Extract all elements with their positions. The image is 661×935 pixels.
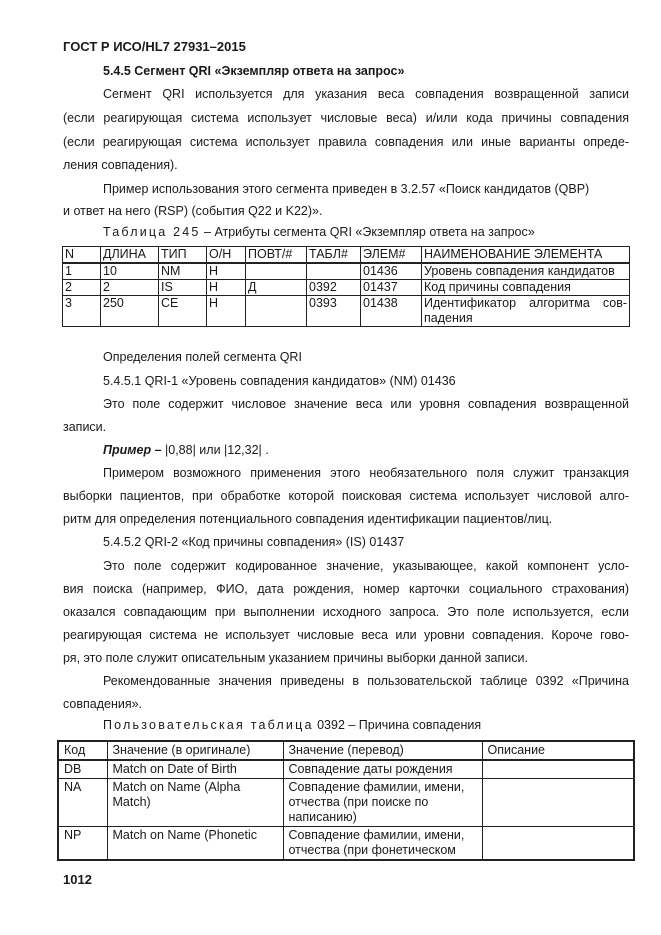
table-caption-prefix: Таблица 245	[103, 225, 201, 239]
column-header: N	[63, 247, 101, 264]
table-cell: 250	[101, 296, 159, 327]
table-row	[63, 296, 630, 327]
paragraph-line: Рекомендованные значения приведены в пользовательской таблице 0392 «Причина	[103, 674, 629, 688]
table-cell: NA	[58, 779, 107, 827]
table-cell: 0392	[307, 280, 361, 296]
table-cell	[482, 827, 634, 861]
segment-attributes-table	[62, 246, 630, 327]
table-cell	[482, 760, 634, 779]
page-number: 1012	[63, 872, 92, 887]
user-table-caption-text: 0392 – Причина совпадения	[313, 718, 482, 732]
user-table-caption	[103, 718, 481, 732]
table-cell: NM	[159, 263, 207, 280]
column-header: ДЛИНА	[101, 247, 159, 264]
table-cell	[246, 263, 307, 280]
table-cell: Совпадение фамилии, имени, отчества (при поиске по написанию)	[283, 779, 482, 827]
table-cell: 2	[63, 280, 101, 296]
table-cell: 2	[101, 280, 159, 296]
table-cell: 01436	[361, 263, 422, 280]
table-cell: Совпадение фамилии, имени, отчества (при фонетическом	[283, 827, 482, 861]
table-cell: Код причины совпадения	[422, 280, 630, 296]
column-header: ТАБЛ#	[307, 247, 361, 264]
table-cell: Match on Name (Alpha Match)	[107, 779, 283, 827]
paragraph-line: оказался совпадающим при выполнении исходного запроса. Это поле используется, если	[63, 605, 629, 619]
example-value: |0,88| или |12,32| .	[161, 443, 269, 457]
column-header: Значение (перевод)	[283, 741, 482, 760]
paragraph-line: ритм для определения потенциального совпадения идентификации пациентов/лиц.	[63, 512, 553, 526]
paragraph-line: и ответ на него (RSP) (события Q22 и K22)».	[63, 204, 323, 218]
paragraph-line: (если реагирующая система использует числовые веса) и/или кода причины совпадения	[63, 111, 629, 125]
table-cell	[307, 263, 361, 280]
example-line	[103, 442, 629, 458]
column-header: ПОВТ/#	[246, 247, 307, 264]
table-row	[63, 263, 630, 280]
table-cell: Н	[207, 296, 246, 327]
column-header: ЭЛЕМ#	[361, 247, 422, 264]
section-title: 5.4.5 Сегмент QRI «Экземпляр ответа на запрос»	[103, 64, 405, 78]
table-cell: Совпадение даты рождения	[283, 760, 482, 779]
paragraph-line: совпадения».	[63, 697, 143, 711]
table-cell: Match on Date of Birth	[107, 760, 283, 779]
column-header: Описание	[482, 741, 634, 760]
paragraph-line: Это поле содержит числовое значение веса или уровня совпадения возвращенной	[103, 397, 629, 411]
table-cell: Match on Name (Phonetic	[107, 827, 283, 861]
match-reason-table	[57, 740, 635, 861]
table-cell: 0393	[307, 296, 361, 327]
paragraph-line: Это поле содержит кодированное значение, указывающее, какой компонент усло-	[103, 559, 629, 573]
table-cell: 3	[63, 296, 101, 327]
table-cell: Н	[207, 263, 246, 280]
cell-line: падения	[424, 311, 473, 325]
table-caption	[103, 225, 535, 239]
paragraph-line: ления совпадения).	[63, 158, 178, 172]
table-cell: 01437	[361, 280, 422, 296]
table-row	[63, 280, 630, 296]
field-title: 5.4.5.2 QRI-2 «Код причины совпадения» (IS) 01437	[103, 535, 405, 549]
table-cell: DB	[58, 760, 107, 779]
column-header: ТИП	[159, 247, 207, 264]
table-cell: Д	[246, 280, 307, 296]
column-header: О/Н	[207, 247, 246, 264]
document-code: ГОСТ Р ИСО/HL7 27931–2015	[63, 39, 246, 54]
table-cell: 10	[101, 263, 159, 280]
table-cell: Уровень совпадения кандидатов	[422, 263, 630, 280]
user-table-caption-prefix: Пользовательская таблица	[103, 718, 314, 732]
table-cell: 01438	[361, 296, 422, 327]
paragraph-line: Сегмент QRI используется для указания веса совпадения возвращенной записи	[103, 87, 629, 101]
column-header: Значение (в оригинале)	[107, 741, 283, 760]
paragraph-line: ря, это поле служит описательным указанием причины выборки данной записи.	[63, 651, 528, 665]
table-cell: NP	[58, 827, 107, 861]
table-header-row	[63, 247, 630, 264]
paragraph-line: вия поиска (например, ФИО, дата рождения, номер карточки социального страхования)	[63, 582, 629, 596]
table-caption-text: – Атрибуты сегмента QRI «Экземпляр ответа на запрос»	[200, 225, 535, 239]
table-header-row	[58, 741, 634, 760]
table-row	[58, 827, 634, 861]
table-cell: 1	[63, 263, 101, 280]
field-title: 5.4.5.1 QRI-1 «Уровень совпадения кандидатов» (NM) 01436	[103, 374, 456, 388]
cell-line: Идентификатор алгоритма сов-	[424, 296, 627, 310]
column-header: НАИМЕНОВАНИЕ ЭЛЕМЕНТА	[422, 247, 630, 264]
example-label: Пример –	[103, 443, 162, 457]
paragraph-line: Пример использования этого сегмента приведен в 3.2.57 «Поиск кандидатов (QBP)	[103, 182, 590, 196]
paragraph-line: записи.	[63, 420, 107, 434]
subsection-title: Определения полей сегмента QRI	[103, 350, 302, 364]
column-header: Код	[58, 741, 107, 760]
table-cell	[482, 779, 634, 827]
table-cell	[422, 296, 630, 327]
paragraph-line: (если реагирующая система использует правила совпадения или иные варианты опреде-	[63, 135, 629, 149]
table-cell	[246, 296, 307, 327]
table-row	[58, 760, 634, 779]
table-cell: CE	[159, 296, 207, 327]
paragraph-line: реагирующая система не использует числовые веса или уровни совпадения. Короче гово-	[63, 628, 629, 642]
paragraph-line: выборки пациентов, при обработке которой поисковая система использует числовой алго-	[63, 489, 629, 503]
table-cell: Н	[207, 280, 246, 296]
table-cell: IS	[159, 280, 207, 296]
table-row	[58, 779, 634, 827]
paragraph-line: Примером возможного применения этого необязательного поля служит транзакция	[103, 466, 629, 480]
